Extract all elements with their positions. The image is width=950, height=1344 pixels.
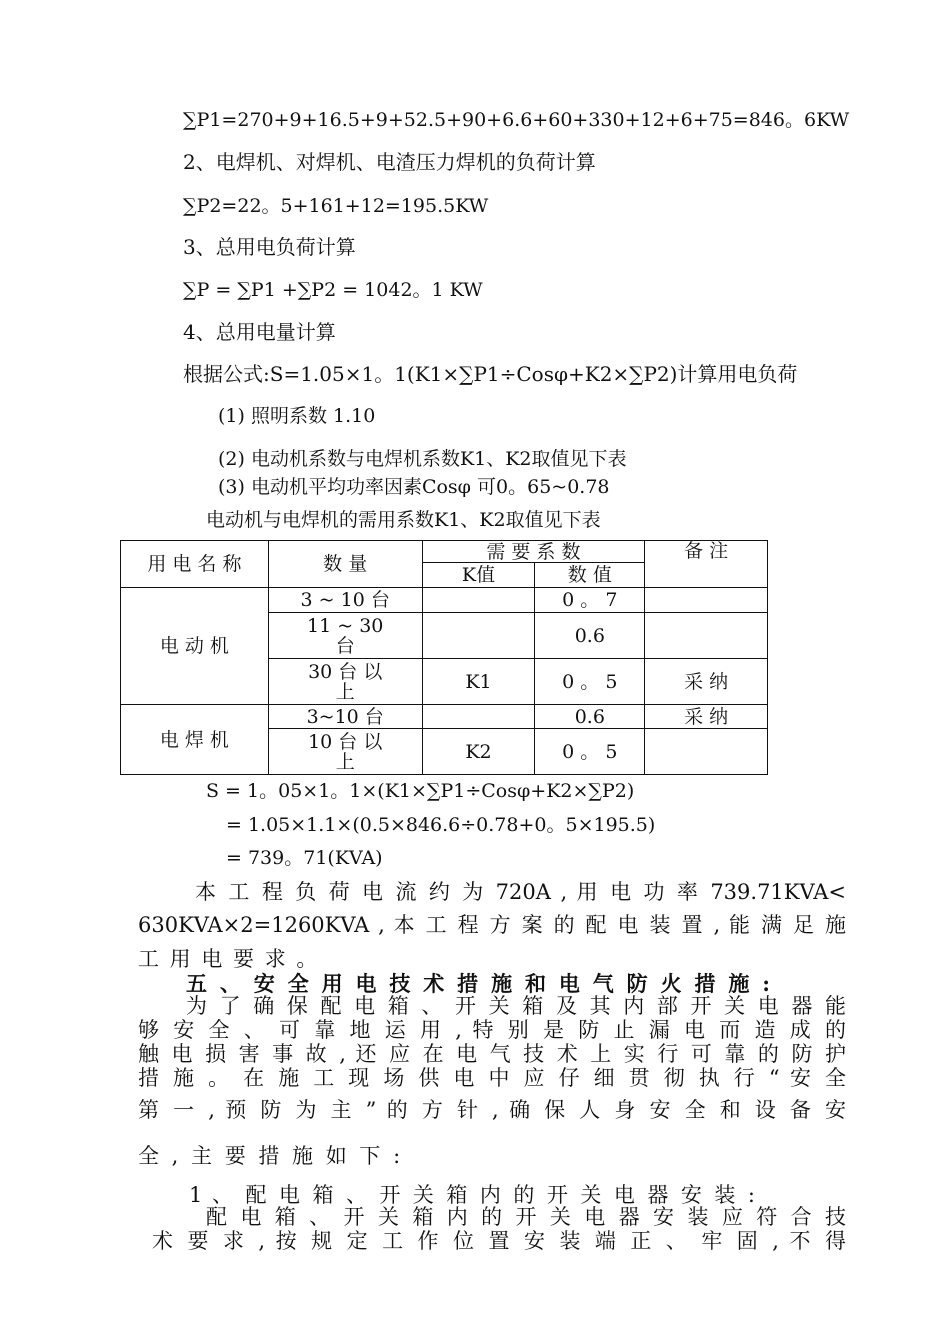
item-power-factor: (3) 电动机平均功率因素Cosφ 可0。65~0.78 xyxy=(218,476,610,498)
coefficient-table xyxy=(120,540,768,775)
table-cell-k: K1 xyxy=(422,659,535,705)
header-quantity: 数 量 xyxy=(268,541,422,588)
table-cell-quantity: 3 ~ 10 台 xyxy=(268,588,422,613)
calc-result: = 739。71(KVA) xyxy=(226,847,383,869)
section-five-line5: 第 一 , 预 防 为 主 ” 的 方 针 , 确 保 人 身 安 全 和 设 备 安 xyxy=(138,1098,846,1122)
calc-substitution: = 1.05×1.1×(0.5×846.6÷0.78+0。5×195.5) xyxy=(226,814,656,836)
section-five-line4: 措 施 。 在 施 工 现 场 供 电 中 应 仔 细 贯 彻 执 行 “ 安 全 xyxy=(138,1066,846,1090)
table-cell-note xyxy=(645,613,768,659)
section-five-line2: 够 安 全 、 可 靠 地 运 用 , 特 别 是 防 止 漏 电 而 造 成 的 xyxy=(138,1018,846,1042)
sum-total-line: ∑P = ∑P1 +∑P2 = 1042。1 KW xyxy=(183,279,483,301)
section-five-line1: 为 了 确 保 配 电 箱 、 开 关 箱 及 其 内 部 开 关 电 器 能 xyxy=(186,994,846,1018)
table-caption: 电动机与电焊机的需用系数K1、K2取值见下表 xyxy=(206,509,601,531)
heading-welder-load: 2、电焊机、对焊机、电渣压力焊机的负荷计算 xyxy=(183,150,596,174)
section-five-line6: 全 , 主 要 措 施 如 下 : xyxy=(138,1144,404,1168)
item-lighting-coef: (1) 照明系数 1.10 xyxy=(218,405,376,427)
section-five-line3: 触 电 损 害 事 故 , 还 应 在 电 气 技 术 上 实 行 可 靠 的 防 护 xyxy=(138,1042,846,1066)
subsection-one-line2: 术 要 求 , 按 规 定 工 作 位 置 安 装 端 正 、 牢 固 , 不 得 xyxy=(152,1229,846,1253)
table-cell-quantity: 11 ~ 30 台 xyxy=(268,613,422,659)
formula-intro: 根据公式:S=1.05×1。1(K1×∑P1÷Cosφ+K2×∑P2)计算用电负荷 xyxy=(183,362,798,386)
table-cell-value: 0 。 5 xyxy=(535,729,645,775)
table-cell-k xyxy=(422,613,535,659)
group-name-welder: 电 焊 机 xyxy=(121,705,269,775)
calc-formula: S = 1。05×1。1×(K1×∑P1÷Cosφ+K2×∑P2) xyxy=(206,780,635,802)
header-name: 用 电 名 称 xyxy=(121,541,269,588)
load-paragraph-line3: 工 用 电 要 求 。 xyxy=(138,947,320,971)
table-cell-value: 0.6 xyxy=(535,705,645,729)
sum-p2-line: ∑P2=22。5+161+12=195.5KW xyxy=(183,195,489,217)
subsection-one-line1: 配 电 箱 、 开 关 箱 内 的 开 关 电 器 安 装 应 符 合 技 xyxy=(206,1205,846,1229)
sum-p1-line: ∑P1=270+9+16.5+9+52.5+90+6.6+60+330+12+6+75=846。6KW xyxy=(183,109,850,131)
table-cell-note: 采 纳 xyxy=(645,659,768,705)
load-paragraph-line2: 630KVA×2=1260KVA , 本 工 程 方 案 的 配 电 装 置 , 能 满 足 施 xyxy=(138,913,846,937)
table-cell-value: 0 。 7 xyxy=(535,588,645,613)
table-cell-value: 0.6 xyxy=(535,613,645,659)
header-value: 数 值 xyxy=(535,563,645,588)
table-cell-value: 0 。 5 xyxy=(535,659,645,705)
heading-total-power: 4、总用电量计算 xyxy=(183,320,336,344)
subsection-one-title: 1 、 配 电 箱 、 开 关 箱 内 的 开 关 电 器 安 装 : xyxy=(189,1183,755,1207)
table-cell-quantity: 30 台 以 上 xyxy=(268,659,422,705)
header-coef: 需 要 系 数 xyxy=(422,541,645,563)
table-cell-k xyxy=(422,588,535,613)
header-k: K值 xyxy=(422,563,535,588)
table-cell-quantity: 3~10 台 xyxy=(268,705,422,729)
table-cell-quantity: 10 台 以 上 xyxy=(268,729,422,775)
section-five-title: 五 、 安 全 用 电 技 术 措 施 和 电 气 防 火 措 施 : xyxy=(186,971,770,996)
group-name-motor: 电 动 机 xyxy=(121,588,269,705)
heading-total-load: 3、总用电负荷计算 xyxy=(183,235,356,259)
table-cell-k xyxy=(422,705,535,729)
item-motor-coef: (2) 电动机系数与电焊机系数K1、K2取值见下表 xyxy=(218,448,627,470)
table-cell-note: 采 纳 xyxy=(645,705,768,729)
table-cell-k: K2 xyxy=(422,729,535,775)
load-paragraph-line1: 本 工 程 负 荷 电 流 约 为 720A , 用 电 功 率 739.71KVA< xyxy=(195,880,846,904)
header-note: 备 注 xyxy=(645,541,768,588)
table-cell-note xyxy=(645,588,768,613)
table-cell-note xyxy=(645,729,768,775)
